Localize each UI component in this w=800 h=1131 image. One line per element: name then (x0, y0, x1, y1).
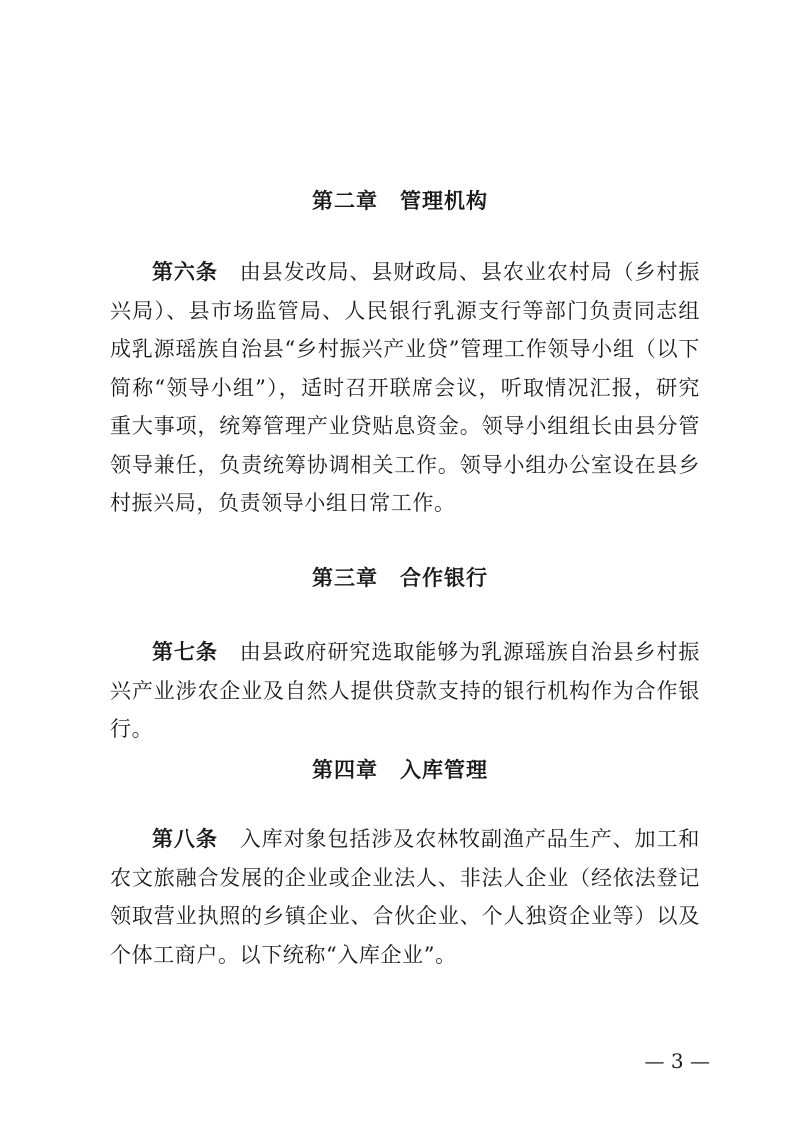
article-7-text: 由县政府研究选取能够为乳源瑶族自治县乡村振兴产业涉农企业及自然人提供贷款支持的银行机构作为合作银行。 (110, 640, 700, 741)
article-6 (110, 253, 700, 523)
article-8-label: 第八条 (152, 827, 218, 851)
article-8-text: 入库对象包括涉及农林牧副渔产品生产、加工和农文旅融合发展的企业或企业法人、非法人企业（经依法登记领取营业执照的乡镇企业、合伙企业、个人独资企业等）以及个体工商户。以下统称“入库企业”。 (110, 827, 700, 967)
article-6-text: 由县发改局、县财政局、县农业农村局（乡村振兴局）、县市场监管局、人民银行乳源支行等部门负责同志组成乳源瑶族自治县“乡村振兴产业贷”管理工作领导小组（以下简称“领导小组”），适时召开联席会议，听取情况汇报，研究重大事项，统筹管理产业贷贴息资金。领导小组组长由县分管领导兼任，负责统筹协调相关工作。领导小组办公室设在县乡村振兴局，负责领导小组日常工作。 (110, 260, 700, 515)
article-8 (110, 820, 700, 974)
chapter-heading-4: 第四章 入库管理 (312, 758, 488, 782)
page-number: — 3 — (644, 1049, 710, 1073)
chapter-heading-2: 第二章 管理机构 (312, 189, 488, 213)
chapter-heading-3: 第三章 合作银行 (312, 566, 488, 590)
article-7-label: 第七条 (152, 640, 218, 664)
article-6-label: 第六条 (152, 260, 218, 284)
article-7 (110, 633, 700, 749)
